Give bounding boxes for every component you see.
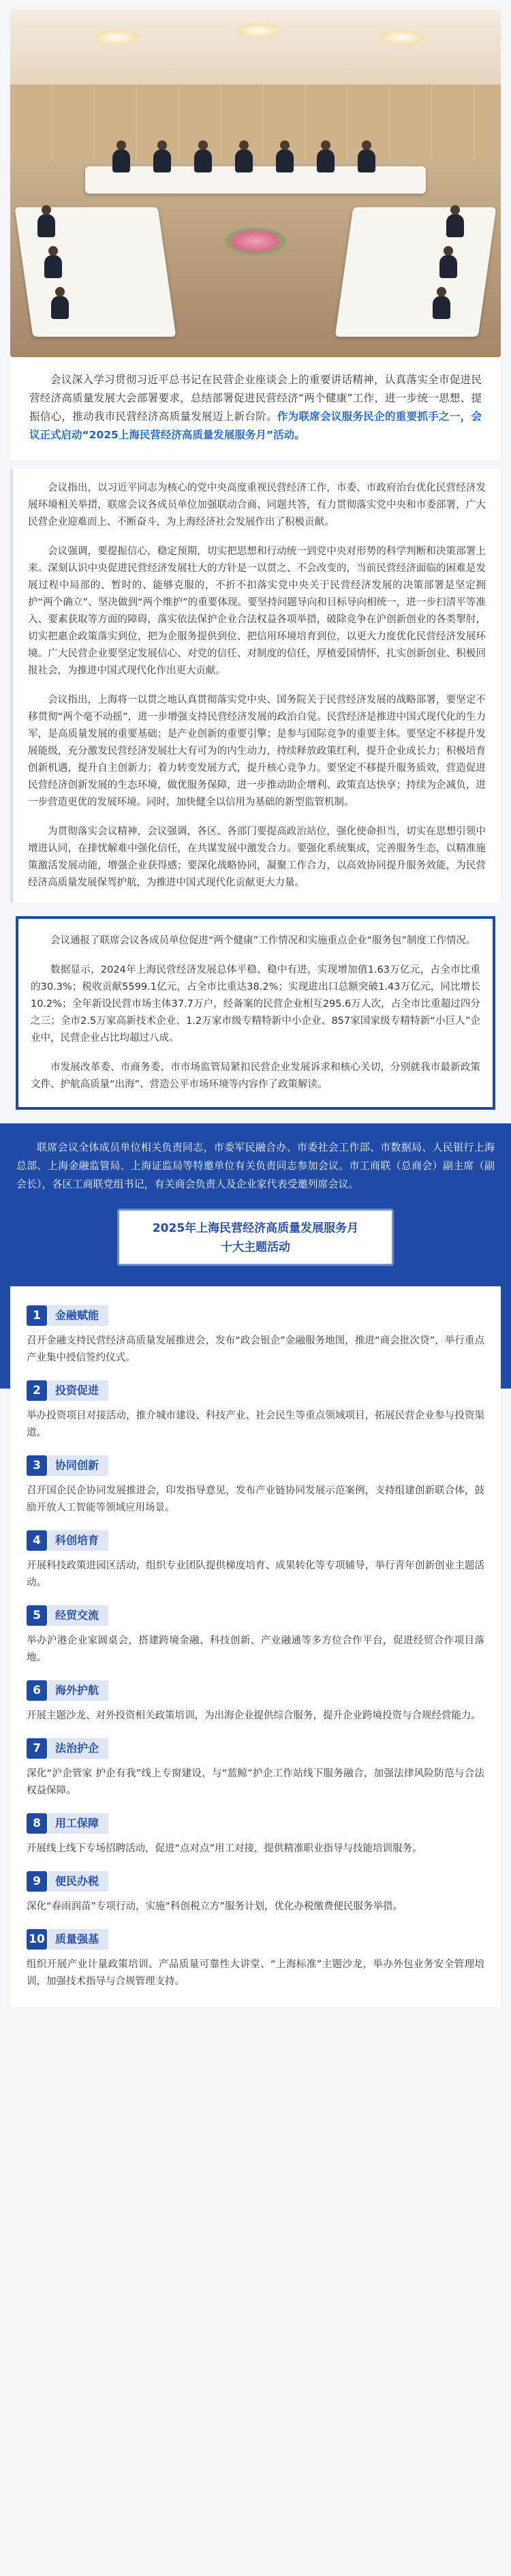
topic-number: 2 <box>27 1380 47 1401</box>
topic-header <box>27 1870 484 1893</box>
report-paragraph: 会议通报了联席会议各成员单位促进“两个健康”工作情况和实施重点企业“服务包”制度工作情况。 <box>50 935 476 946</box>
topic-description: 举办沪港企业家圆桌会，搭建跨境金融、科技创新、产业融通等多方位合作平台，促进经贸合作项目落地。 <box>27 1635 484 1663</box>
topic-number: 5 <box>27 1605 47 1626</box>
summary-paragraph: 会议指出，以习近平同志为核心的党中央高度重视民营经济工作，市委、市政府治台优化民营经济发展环境相关举措，联席会议各成员单位加强联动合商、同题共答，有力贯彻落实党中央和市委部署，广大民营企业迎难而上、不断奋斗，为上海经济社会发展作出了积极贡献。 <box>28 483 486 528</box>
topic-description: 召开国企民企协同发展推进会，印发指导意见，发布产业链协同发展示范案例，支持组建创新联合体，鼓励开放人工智能等领域应用场景。 <box>27 1485 484 1513</box>
topic-name: 投资促进 <box>48 1380 108 1401</box>
topic-header <box>27 1812 484 1835</box>
topic-number: 9 <box>27 1871 47 1892</box>
activities-title <box>117 1209 394 1266</box>
photo-chandelier <box>378 30 426 45</box>
summary-paragraph: 为贯彻落实会议精神，会议强调，各区、各部门要提高政治站位，强化使命担当，切实在思想引领中增进认同，在排忧解难中强化信任，在共谋发展中激发合力。要强化系统集成，完善服务生态，以精准施策激活发展动能，增强企业获得感；要深化战略协同，凝聚工作合力，以高效协同提升服务效能，为民营经济高质量发展保驾护航，为推进中国式现代化贡献更大力量。 <box>28 826 486 888</box>
intro-paragraph <box>10 357 501 459</box>
topic-header <box>27 1304 484 1327</box>
activities-title-line1: 2025年上海民营经济高质量发展服务月 <box>152 1222 359 1235</box>
report-paragraph: 市发展改革委、市商务委、市市场监管局紧扣民营企业发展诉求和核心关切，分别就我市最新政策文件、护航高质量“出海”、营造公平市场环境等内容作了政策解读。 <box>31 1062 480 1090</box>
photo-person <box>51 296 69 319</box>
topic-description: 开展科技政策进园区活动，组织专业团队提供梯度培育、成果转化等专项辅导，举行青年创新创业主题活动。 <box>27 1560 484 1588</box>
topics-list <box>10 1286 501 2007</box>
topic-number: 3 <box>27 1455 47 1476</box>
topic-number: 7 <box>27 1738 47 1759</box>
photo-person <box>317 149 335 172</box>
topic-description: 开展线上线下专场招聘活动，促进“点对点”用工对接，提供精准职业指导与技能培训服务。 <box>27 1843 422 1854</box>
topic-number: 6 <box>27 1680 47 1701</box>
topic-number: 8 <box>27 1813 47 1834</box>
photo-person <box>37 214 55 237</box>
photo-ceiling <box>10 10 501 91</box>
topic-description: 举办投资项目对接活动，推介城市建设、科技产业、社会民生等重点领域项目，拓展民营企业参与投资渠道。 <box>27 1410 484 1438</box>
intro-text: 会议深入学习贯彻习近平总书记在民营企业座谈会上的重要讲话精神，认真落实全市促进民营经济高质量发展大会部署要求，总结部署促进民营经济“两个健康”工作，进一步统一思想、提振信心，推动我市民营经济高质量发展迈上新台阶。 <box>29 374 482 423</box>
photo-table <box>335 207 497 337</box>
topic-name: 便民办税 <box>48 1871 108 1892</box>
photo-person <box>194 149 212 172</box>
data-report-box <box>16 916 495 1110</box>
topic-name: 法治护企 <box>48 1738 108 1759</box>
topic-description: 开展主题沙龙、对外投资相关政策培训，为出海企业提供综合服务，提升企业跨境投资与合规经营能力。 <box>27 1710 481 1721</box>
topic-item <box>27 1529 484 1592</box>
topic-item <box>27 1379 484 1442</box>
topic-name: 经贸交流 <box>48 1605 108 1626</box>
topic-item <box>27 1604 484 1667</box>
topic-header <box>27 1928 484 1951</box>
topic-number: 4 <box>27 1530 47 1551</box>
meeting-summary-section <box>10 469 501 903</box>
topic-name: 质量强基 <box>48 1929 108 1950</box>
topic-description: 深化“春雨润苗”专项行动，实施“科创税立方”服务计划，优化办税缴费便民服务举措。 <box>27 1901 403 1912</box>
photo-person <box>112 149 130 172</box>
topic-name: 协同创新 <box>48 1455 108 1476</box>
photo-person <box>153 149 171 172</box>
topic-header <box>27 1529 484 1552</box>
topic-number: 1 <box>27 1305 47 1326</box>
summary-paragraph: 会议强调，要提振信心，稳定预期，切实把思想和行动统一到党中央对形势的科学判断和决策部署上来。深刻认识中央促进民营经济发展壮大的方针是一以贯之、不会改变的，当前民营经济面临的困难是发展过程中局部的、暂时的、能够克服的，不折不扣落实党中央关于民营经济发展的决策部署是坚定拥护“两个确立”、坚决做到“两个维护”的重要体现。要坚持问题导向和目标导向相统一，进一步扫清平等准入、要素获取等方面的障碍，落实依法保护企业合法权益各项举措，破除竞争在沪创新创业的各类掣肘，切实把惠企政策落实到位，把为企服务提供到位、把信用环境培育到位，以更大力度优化民营经济发展环境。广大民营企业要坚定发展信心、对党的信任、对制度的信任，厚植爱国情怀，扎实创新创业、积极回报社会，为推进中国式现代化作出更大贡献。 <box>28 546 486 676</box>
photo-person <box>276 149 294 172</box>
photo-person <box>446 214 464 237</box>
topic-description: 深化“沪企管家 护企有我”线上专窗建设，与“蓝鲸”护企工作站线下服务融合，加强法律风险防范与合法权益保障。 <box>27 1768 484 1796</box>
photo-wall <box>10 85 501 160</box>
topic-item <box>27 1928 484 1990</box>
topic-header <box>27 1604 484 1627</box>
topic-item <box>27 1304 484 1367</box>
article-page <box>0 10 511 2007</box>
photo-person <box>44 255 62 278</box>
topic-item <box>27 1737 484 1800</box>
topic-name: 科创培育 <box>48 1530 108 1551</box>
topic-item <box>27 1870 484 1915</box>
photo-flowers <box>225 228 286 255</box>
topic-description: 组织开展产业计量政策培训、产品质量可靠性大讲堂、“上海标准”主题沙龙，举办外包业务安全管理培训，加强技术指导与合规管理支持。 <box>27 1959 484 1987</box>
topic-header <box>27 1679 484 1702</box>
topic-description: 召开金融支持民营经济高质量发展推进会，发布“政会银企”金融服务地图，推进“商会批次贷”，举行重点产业集中授信签约仪式。 <box>27 1335 484 1363</box>
summary-paragraph: 会议指出，上海将一以贯之地认真贯彻落实党中央、国务院关于民营经济发展的战略部署，要坚定不移贯彻“两个毫不动摇”，进一步增强支持民营经济发展的政治自觉。民营经济是推进中国式现代化的生力军，是高质量发展的重要基础；是产业创新的重要引擎；是参与国际竞争的重要主体。要坚定不移提升发展能级，充分激发民营经济发展壮大有可为的内生动力，持续释放政策红利，提升企业成长力；积极培育创新机遇，提升自主创新力；着力转变发展方式，提升核心竞争力。要坚定不移提升服务质效，营造促进民营经济创新发展的生态环境，做优服务保障，进一步推动助企增利、政策直达快享；持续为企减负，进一步营造更优的发展环境。同时，加快健全以信用为基础的新型监管机制。 <box>28 695 486 808</box>
photo-person <box>358 149 375 172</box>
photo-chandelier <box>92 30 140 45</box>
topic-header <box>27 1737 484 1760</box>
attendees-text: 联席会议全体成员单位相关负责同志，市委军民融合办、市委社会工作部、市数据局、人民银行上海总部、上海金融监管局、上海证监局等特邀单位有关负责同志参加会议。市工商联（总商会）副主席（副会长），各区工商联党组书记，有关商会负责人及企业家代表受邀列席会议。 <box>16 1141 495 1190</box>
topic-name: 金融赋能 <box>48 1305 108 1326</box>
photo-chandelier <box>235 23 283 38</box>
topic-number: 10 <box>27 1929 47 1950</box>
activities-title-line2: 十大主题活动 <box>221 1241 290 1254</box>
photo-person <box>235 149 253 172</box>
topic-item <box>27 1679 484 1725</box>
topic-item <box>27 1454 484 1517</box>
topic-name: 用工保障 <box>48 1813 108 1834</box>
meeting-photo <box>10 10 501 357</box>
topic-header <box>27 1379 484 1402</box>
report-paragraph: 数据显示，2024年上海民营经济发展总体平稳、稳中有进，实现增加值1.63万亿元，占全市比重的30.3%；税收贡献5599.1亿元，占全市比重达38.2%；实现进出口总额突破1.43万亿元，同比增长10.2%；全年新设民营市场主体37.7万户，经备案的民营企业相互295.6万人次，占全市比重超过四分之三；全市2.5万家高新技术企业、1.2万家市级专精特新中小企业、857家国家级专精特新“小巨人”企业中，民营企业占比均超过八成。 <box>31 965 480 1044</box>
photo-person <box>439 255 457 278</box>
intro-highlight: 作为联席会议服务民企的重要抓手之一，会议正式启动“2025上海民营经济高质量发展服务月”活动。 <box>29 410 482 441</box>
topic-header <box>27 1454 484 1477</box>
topic-item <box>27 1812 484 1858</box>
topic-name: 海外护航 <box>48 1680 108 1701</box>
photo-person <box>433 296 450 319</box>
